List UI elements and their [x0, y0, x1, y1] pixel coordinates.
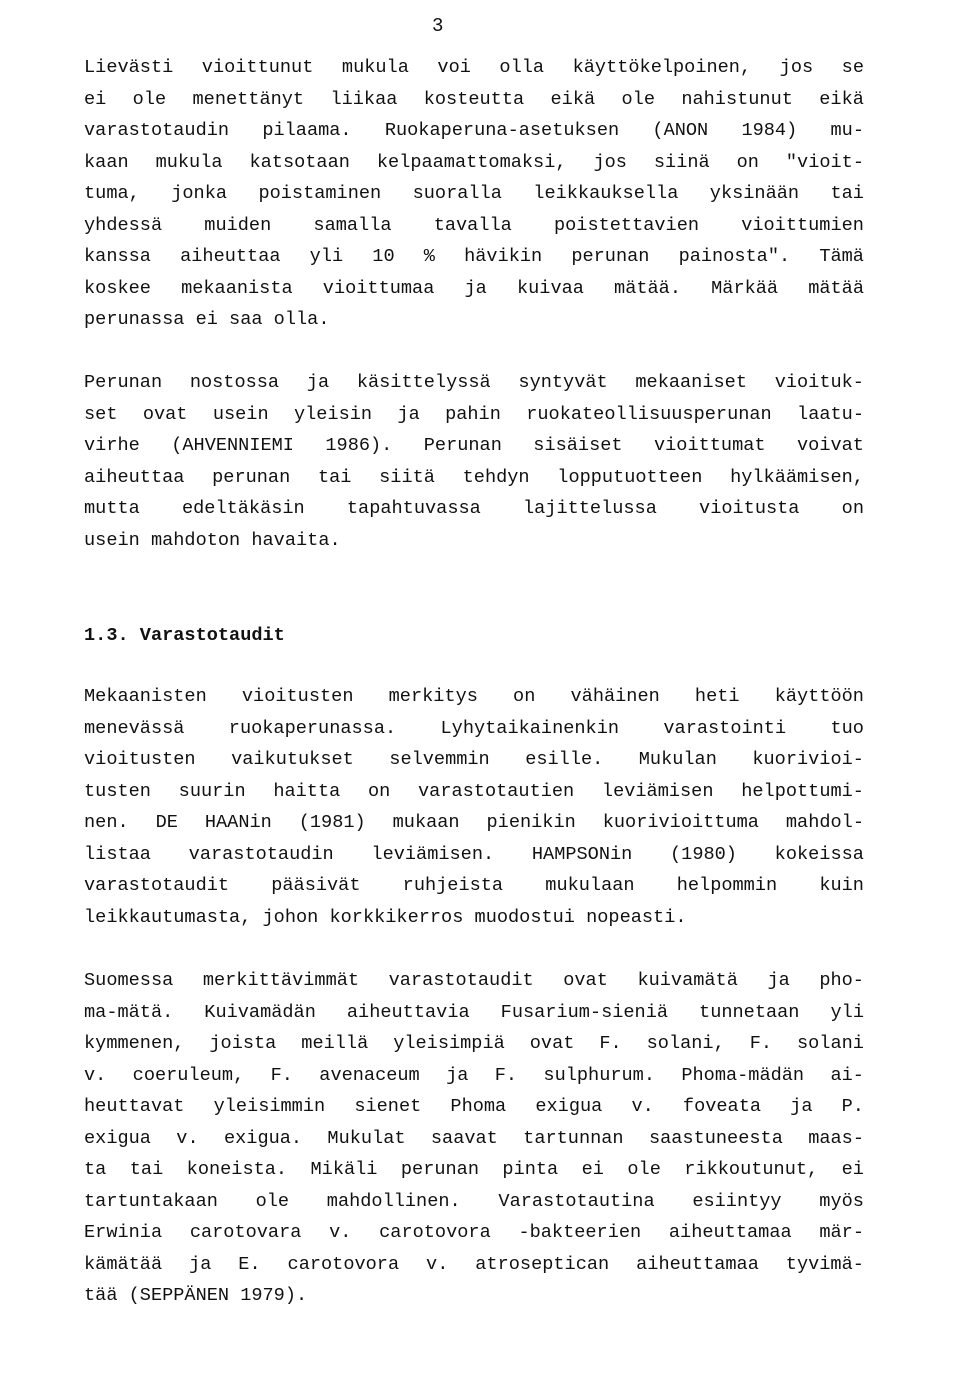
text-line: kaan mukula katsotaan kelpaamattomaksi, jos siinä on "vioit-: [84, 151, 864, 173]
page-number: 3: [432, 15, 444, 37]
text-line: kämätää ja E. carotovora v. atroseptican aiheuttamaa tyvimä-: [84, 1253, 864, 1275]
text-line: tartuntakaan ole mahdollinen. Varastotautina esiintyy myös: [84, 1190, 864, 1212]
text-line: Mekaanisten vioitusten merkitys on vähäinen heti käyttöön: [84, 686, 864, 707]
paragraph-1: [84, 52, 864, 336]
text-line: kymmenen, joista meillä yleisimpiä ovat F. solani, F. solani: [84, 1033, 864, 1054]
text-line: exigua v. exigua. Mukulat saavat tartunnan saastuneesta maas-: [84, 1127, 864, 1149]
text-line: usein mahdoton havaita.: [84, 529, 341, 551]
text-line: leikkautumasta, johon korkkikerros muodostui nopeasti.: [84, 906, 687, 928]
text-line: varastotaudit pääsivät ruhjeista mukulaan helpommin kuin: [84, 875, 864, 896]
paragraph-3: [84, 681, 864, 933]
text-line: vioitusten vaikutukset selvemmin esille. Mukulan kuorivioi-: [84, 749, 864, 770]
text-line: heuttavat yleisimmin sienet Phoma exigua v. foveata ja P.: [84, 1096, 864, 1117]
text-line: tää (SEPPÄNEN 1979).: [84, 1285, 308, 1306]
section-heading: 1.3. Varastotaudit: [84, 625, 285, 646]
text-line: tusten suurin haitta on varastotautien leviämisen helpottumi-: [84, 780, 864, 802]
text-line: tuma, jonka poistaminen suoralla leikkauksella yksinään tai: [84, 183, 864, 204]
text-line: ta tai koneista. Mikäli perunan pinta ei ole rikkoutunut, ei: [84, 1159, 864, 1180]
text-line: Lievästi vioittunut mukula voi olla käyttökelpoinen, jos se: [84, 57, 864, 78]
paragraph-2: [84, 367, 864, 556]
text-line: koskee mekaanista vioittumaa ja kuivaa mätää. Märkää mätää: [84, 277, 864, 299]
text-line: ei ole menettänyt liikaa kosteutta eikä ole nahistunut eikä: [84, 88, 864, 110]
text-line: set ovat usein yleisin ja pahin ruokateollisuusperunan laatu-: [84, 403, 864, 425]
text-line: ma-mätä. Kuivamädän aiheuttavia Fusarium-sieniä tunnetaan yli: [84, 1001, 864, 1023]
text-line: kanssa aiheuttaa yli 10 % hävikin perunan painosta". Tämä: [84, 246, 864, 267]
text-line: aiheuttaa perunan tai siitä tehdyn lopputuotteen hylkäämisen,: [84, 466, 864, 488]
text-line: listaa varastotaudin leviämisen. HAMPSONin (1980) kokeissa: [84, 843, 864, 865]
text-line: Perunan nostossa ja käsittelyssä syntyvät mekaaniset vioituk-: [84, 372, 864, 393]
text-line: Erwinia carotovara v. carotovora -bakteerien aiheuttamaa mär-: [84, 1222, 864, 1243]
text-line: perunassa ei saa olla.: [84, 309, 330, 330]
text-line: yhdessä muiden samalla tavalla poistettavien vioittumien: [84, 214, 864, 236]
text-line: virhe (AHVENNIEMI 1986). Perunan sisäiset vioittumat voivat: [84, 435, 864, 456]
text-line: varastotaudin pilaama. Ruokaperuna-asetuksen (ANON 1984) mu-: [84, 120, 864, 141]
text-line: menevässä ruokaperunassa. Lyhytaikainenkin varastointi tuo: [84, 717, 864, 739]
text-line: Suomessa merkittävimmät varastotaudit ovat kuivamätä ja pho-: [84, 970, 864, 991]
text-line: nen. DE HAANin (1981) mukaan pienikin kuorivioittuma mahdol-: [84, 812, 864, 833]
text-line: mutta edeltäkäsin tapahtuvassa lajittelussa vioitusta on: [84, 498, 864, 519]
text-line: v. coeruleum, F. avenaceum ja F. sulphurum. Phoma-mädän ai-: [84, 1064, 864, 1086]
paragraph-4: [84, 965, 864, 1312]
